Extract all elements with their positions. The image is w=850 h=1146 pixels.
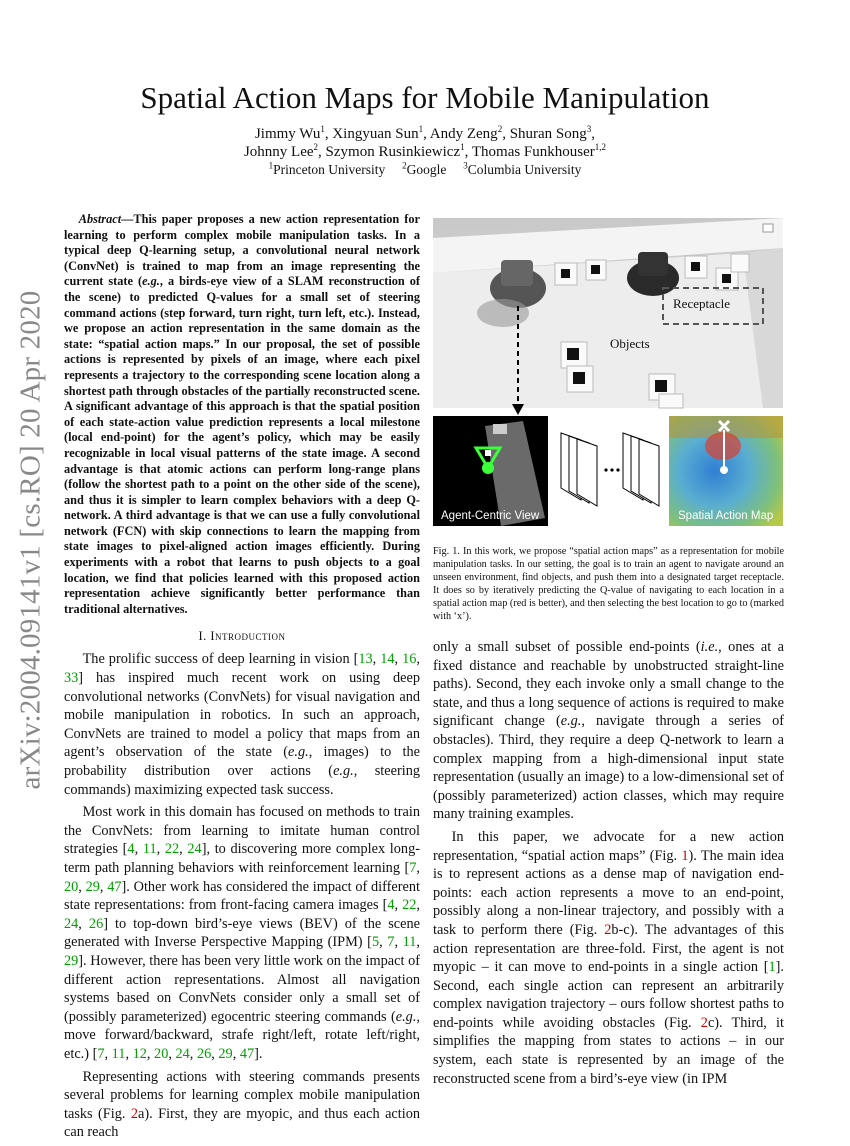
author-separator: , [464,144,472,160]
affiliations [0,161,850,179]
abstract-label: Abstract [78,212,122,226]
abstract [64,212,420,617]
author-separator: , [423,126,430,142]
right-column-paragraph: In this paper, we advocate for a new action representation, “spatial action maps” (Fig. 1). The main idea is to represent actions as a dense map of navigation end-points: each action represents a move to an end-point, possibly along a non-linear trajectory, and possibly with a task to perform there (Fig. 2b-c). The advantages of this action representation are three-fold. First, the agent is not myopic – it can move to end-points in a single action [1]. Second, each single action can represent an arbitrarily complex navigation trajectory – ours follow shortest paths to end-points while avoiding obstacles (Fig. 2c). Third, it simplifies the mapping from states to actions – in our system, each state is represented by an image of the reconstructed scene from a bird’s-eye view (in IPM [433,828,785,1087]
author-affiliation-mark: 1 [320,124,325,134]
author-separator: , [502,126,510,142]
author-name: Andy Zeng [429,126,498,142]
affiliation-mark: 1 [268,160,274,171]
section-heading-introduction: I. Introduction [198,629,286,644]
intro-paragraph: Representing actions with steering commands presents several problems for learning complex mobile manipulation tasks (Fig. 2a). First, they are myopic, and thus each action can reach [64,1068,421,1141]
arxiv-sidebar [6,290,56,790]
affiliation-name: Columbia University [467,162,582,177]
author-name: Shuran Song [509,126,587,142]
author-affiliation-mark: 1 [460,142,465,152]
affiliation-mark: 2 [402,160,407,171]
author-separator: , [591,126,596,142]
abstract-text: —This paper proposes a new action representation for learning to perform complex mobile manipulation tasks. In a typical deep Q-learning setup, a convolutional neural network (ConvNet) is trained to map from an image representing the current state (e.g., a birds-eye view of a SLAM reconstruction of the scene) to predicted Q-values for a small set of steering command actions (step forward, turn right, turn left, etc.). Instead, we propose an action representation in the same domain as the state: “spatial action maps.” In our proposal, the set of possible actions is represented by pixels of an image, where each pixel represents a trajectory to the corresponding scene location along a shortest path through obstacles of the partially reconstructed scene. A significant advantage of this approach is that the spatial position of each state-action value prediction represents a local milestone (local end-point) for the agent’s policy, which may be easily recognizable in local visual patterns of the state image. A second advantage is that atomic actions can perform long-range plans (follow the shortest path to a point on the other side of the scene), and thus it is simpler to learn complex behaviors with a deep Q-network. A third advantage is that we can use a fully convolutional network (FCN) with skip connections to learn the mapping from state images to pixel-aligned action images efficiently. During experiments with a robot that learns to push objects to a goal location, we find that policies learned with this proposed action representation achieve significantly better performance than traditional alternatives. [64,212,420,616]
arxiv-identifier: arXiv:2004.09141v1 [cs.RO] 20 Apr 2020 [14,290,47,790]
network-ellipsis [604,468,619,471]
author-name: Jimmy Wu [254,126,321,142]
right-column-paragraph: only a small subset of possible end-points (i.e., ones at a fixed distance and reachable by unobstructed straight-line paths). Second, they each invoke only a small change to the state, and thus a long sequence of actions is required to make significant change (e.g., navigate through a series of obstacles). Third, they require a deep Q-network to learn a complex mapping from a high-dimensional input state representation (usually an image) to a low-dimensional set of (possibly parameterized) action classes, which may require many training examples. [433,639,785,823]
network-diagram [561,433,659,506]
author-name: Xingyuan Sun [332,126,419,142]
label-agent-centric-view: Agent-Centric View [441,510,540,522]
author-block [0,125,850,179]
author-name: Szymon Rusinkiewicz [325,144,461,160]
figure-1-graphic [433,218,783,536]
paper-title: Spatial Action Maps for Mobile Manipulation [140,80,710,115]
author-name: Johnny Lee [243,144,314,160]
intro-paragraph: The prolific success of deep learning in vision [13, 14, 16, 33] has inspired much recent work on using deep convolutional networks (ConvNets) for visual navigation and mobile manipulation in robotics. In such an approach, ConvNets are trained to model a policy that maps from an agent’s observation of the state (e.g., images) to the probability distribution over actions (e.g., steering commands) maximizing expected task success. [64,651,421,798]
author-affiliation-mark: 2 [313,142,319,152]
agent-position [482,462,494,474]
author-separator: , [324,126,333,142]
author-line-2 [0,143,850,161]
author-affiliation-mark: 2 [497,124,503,134]
author-affiliation-mark: 1 [418,124,424,134]
label-objects: Objects [610,336,650,351]
affiliation-mark: 3 [463,160,468,171]
author-affiliation-mark: 1,2 [594,142,607,152]
author-line-1 [0,125,850,143]
intro-paragraph: Most work in this domain has focused on methods to train the ConvNets: from learning to imitate human control strategies [4, 11, 22, 24], to discovering more complex long-term path planning behaviors with reinforcement learning [7, 20, 29, 47]. Other work has considered the impact of different state representations: from front-facing camera images [4, 22, 24, 26] to top-down bird’s-eye views (BEV) of the scene generated with Inverse Perspective Mapping (IPM) [5, 7, 11, 29]. However, there has been very little work on the impact of different action representations. Almost all navigation systems based on ConvNets consider only a small set of (possibly parameterized) egocentric steering commands (e.g., move forward/backward, strafe right/left, rotate left/right, etc.) [7, 11, 12, 20, 24, 26, 29, 47]. [64,804,420,1062]
arrow-head [512,404,524,415]
right-column [433,638,784,1092]
affiliation-name: Google [406,162,464,177]
affiliation-name: Princeton University [273,162,403,177]
label-receptacle: Receptacle [673,296,731,311]
author-affiliation-mark: 3 [586,124,592,134]
spatial-map-agent [720,466,728,474]
author-name: Thomas Funkhouser [471,144,595,160]
introduction-body [64,650,420,1141]
author-separator: , [318,144,326,160]
figure-1 [433,218,783,536]
label-spatial-action-map: Spatial Action Map [678,510,774,522]
left-column [64,212,420,1146]
figure-1-caption: Fig. 1. In this work, we propose “spatial action maps” as a representation for mobile manipulation tasks. In our setting, the goal is to train an agent to navigate around an unseen environment, find objects, and push them into a designated target receptacle. It does so by iteratively predicting the Q-value of navigating to each location in a spatial action map (red is better), and then selecting the best location to go to (marked with ‘x’). [433,546,784,622]
